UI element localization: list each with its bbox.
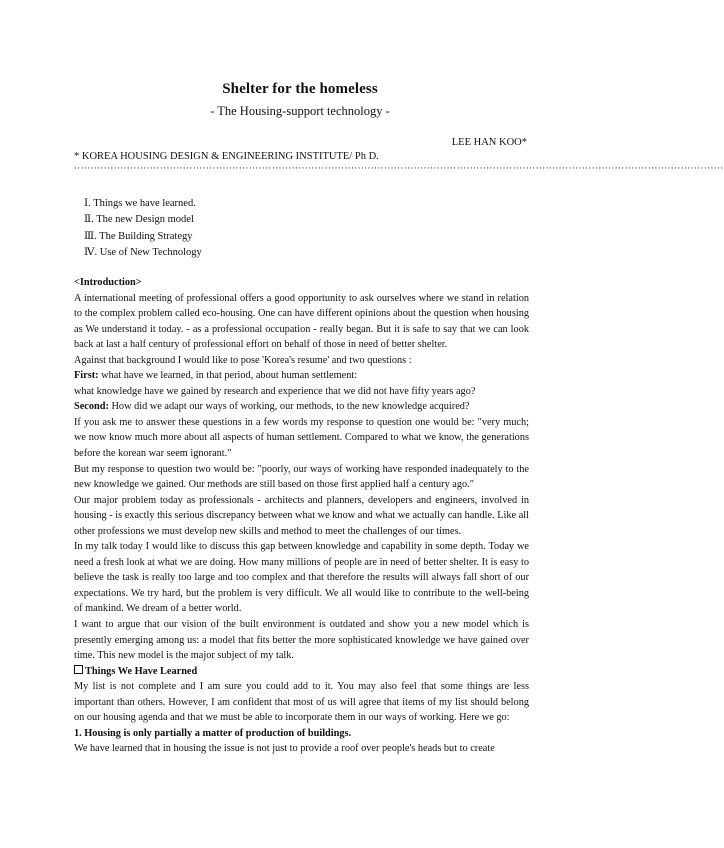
paragraph: If you ask me to answer these questions in a few words my response to question one would be: "very much; we now know much more about all aspects of human settlement. Compared to what we know, the generations before the korean war seem ignorant." <box>74 416 529 460</box>
paragraph: In my talk today I would like to discuss this gap between knowledge and capability in some depth. Today we need a fresh look at what we are doing. How many millions of people are in need of better shelter. It is easy to believe the task is really too large and too complex and that therefore the results will always fall short of our expectations. We try hard, but the problem is very difficult. We all would like to contribute to the well-being of mankind. We dream of a better world. <box>74 541 529 615</box>
paragraph <box>74 399 529 415</box>
author-affiliation: * KOREA HOUSING DESIGN & ENGINEERING INSTITUTE/ Ph D. <box>74 151 379 162</box>
paragraph: I want to argue that our vision of the built environment is outdated and show you a new model which is presently emerging among us: a model that fits better the more sophisticated knowledge we have gained over time. This new model is the major subject of my talk. <box>74 619 529 662</box>
table-of-contents <box>84 196 202 261</box>
section-heading-text: Things We Have Learned <box>85 665 198 677</box>
first-label: First: <box>74 370 99 382</box>
document-title: Shelter for the homeless <box>222 81 378 97</box>
paragraph: We have learned that in housing the issue is not just to provide a roof over people's heads but to create <box>74 743 495 755</box>
paragraph: Our major problem today as professionals - architects and planners, developers and engineers, involved in housing - is exactly this serious discrepancy between what we know and what we actually can handle. Like all other professions we must develop new skills and method to meet the challenges of our times. <box>74 494 529 537</box>
first-question: what have we learned, in that period, about human settlement: <box>98 370 358 382</box>
toc-item: Ⅰ. Things we have learned. <box>84 198 196 209</box>
author-name: LEE HAN KOO* <box>451 137 527 148</box>
section-heading <box>74 664 529 680</box>
paragraph: what knowledge have we gained by research and experience that we did not have fifty years ago? <box>74 385 476 397</box>
paragraph: A international meeting of professional offers a good opportunity to ask ourselves where we stand in relation to the complex problem called eco-housing. One can have different opinions about the question when housing as We understand it today. - as a professional occupation - really began. But it is safe to say that we can look back at last a half century of professional effort on behalf of those in need of better shelter. <box>74 292 529 351</box>
document-subtitle: - The Housing-support technology - <box>210 104 390 118</box>
toc-item: Ⅱ. The new Design model <box>84 214 194 226</box>
paragraph: Against that background I would like to pose 'Korea's resume' and two questions : <box>74 354 412 366</box>
paragraph <box>74 368 529 384</box>
checkbox-square-icon <box>74 665 83 674</box>
toc-item: Ⅲ. The Building Strategy <box>84 230 193 242</box>
second-question: How did we adapt our ways of working, our methods, to the new knowledge acquired? <box>108 401 470 413</box>
subsection-heading: 1. Housing is only partially a matter of production of buildings. <box>74 727 352 739</box>
paragraph: My list is not complete and I am sure you could add to it. You may also feel that some things are less important than others. However, I am confident that most of us will agree that items of my list should belong on our housing agenda and that we must be able to incorporate them in our ways of working. Here we go: <box>74 681 529 724</box>
dotted-separator: ····································································································································································································· <box>74 163 724 173</box>
paragraph: But my response to question two would be: "poorly, our ways of working have responded inadequately to the new knowledge we gained. Our methods are still based on those first applied half a century ago." <box>74 463 529 491</box>
introduction-heading: <Introduction> <box>74 277 142 288</box>
second-label: Second: <box>74 401 109 413</box>
document-body <box>74 275 529 757</box>
toc-item: Ⅳ. Use of New Technology <box>84 246 202 258</box>
